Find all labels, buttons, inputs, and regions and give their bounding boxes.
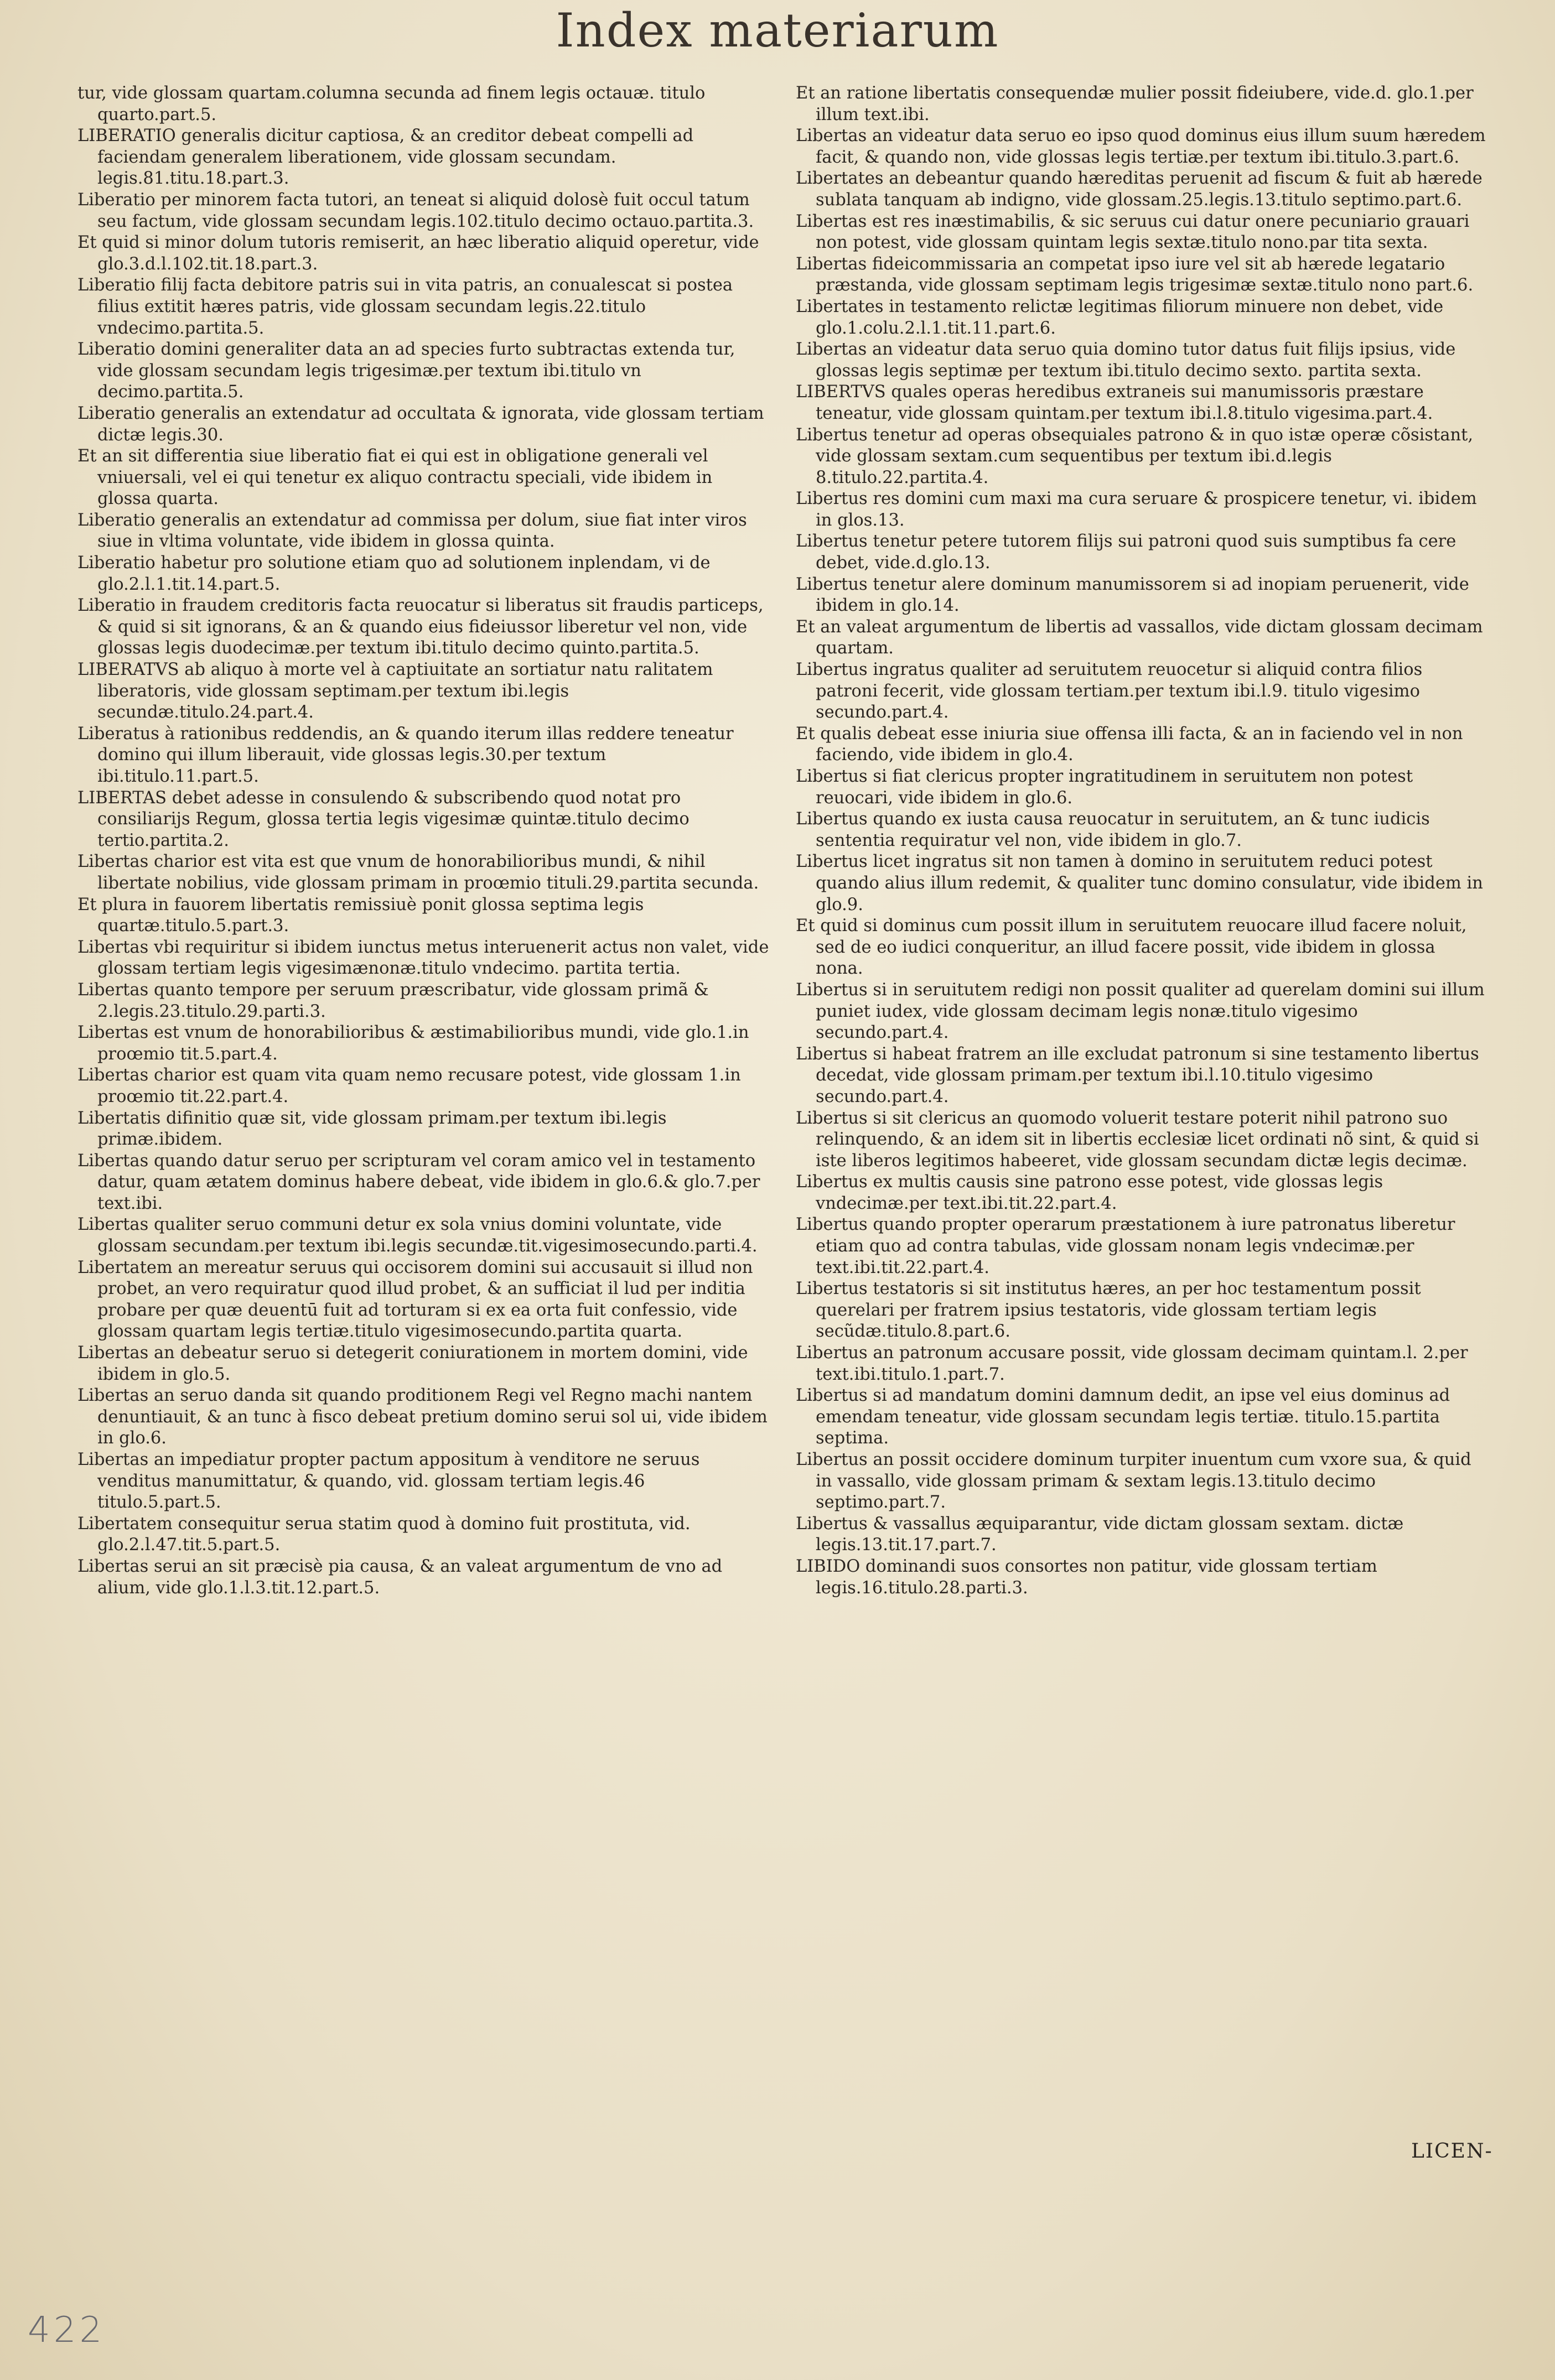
index-entry: Libertas an debeatur seruo si detegerit coniurationem in mortem domini, vide ibidem in glo.5.	[77, 1343, 748, 1384]
index-entry: Liberatio domini generaliter data an ad species furto subtractas extenda tur, vide glossam secundam legis trigesimæ.per textum ibi.titulo vn decimo.partita.5.	[77, 340, 735, 402]
index-entry: Libertas vbi requiritur si ibidem iunctus metus interuenerit actus non valet, vide glossam tertiam legis vigesimænonæ.titulo vndecimo. partita tertia.	[77, 937, 769, 979]
index-entry: Libertus quando propter operarum præstationem à iure patronatus liberetur etiam quo ad contra tabulas, vide glossam nonam legis vndecimæ.per text.ibi.tit.22.part.4.	[796, 1215, 1455, 1277]
index-entry: Liberatio in fraudem creditoris facta reuocatur si liberatus sit fraudis particeps, & quid si sit ignorans, & an & quando eius fideiussor liberetur vel non, vide glossas legis duodecimæ.per textum ibi.titulo decimo quinto.partita.5.	[77, 596, 764, 658]
index-entry: LIBERATVS ab aliquo à morte vel à captiuitate an sortiatur natu ralitatem liberatoris, vide glossam septimam.per textum ibi.legis secundæ.titulo.24.part.4.	[77, 660, 713, 723]
index-entry: Libertas est res inæstimabilis, & sic seruus cui datur onere pecuniario grauari non potest, vide glossam quintam legis sextæ.titulo nono.par tita sexta.	[796, 211, 1470, 253]
index-entry: Libertus si fiat clericus propter ingratitudinem in seruitutem non potest reuocari, vide ibidem in glo.6.	[796, 767, 1413, 808]
index-entry: Libertas serui an sit præcisè pia causa, & an valeat argumentum de vno ad alium, vide glo.1.l.3.tit.12.part.5.	[77, 1556, 723, 1598]
index-entry: Libertus tenetur alere dominum manumissorem si ad inopiam peruenerit, vide ibidem in glo.14.	[796, 574, 1469, 616]
index-entry: Libertatis difinitio quæ sit, vide glossam primam.per textum ibi.legis primæ.ibidem.	[77, 1108, 667, 1150]
index-entry: Libertus res domini cum maxi ma cura seruare & prospicere tenetur, vi. ibidem in glos.13.	[796, 489, 1477, 530]
index-entry: Libertas fideicommissaria an competat ipso iure vel sit ab hærede legatario præstanda, vide glossam septimam legis trigesimæ sextæ.titulo nono part.6.	[796, 254, 1474, 295]
index-entry: Liberatio habetur pro solutione etiam quo ad solutionem inplendam, vi de glo.2.l.1.tit.14.part.5.	[77, 553, 711, 594]
index-entry: LIBERTVS quales operas heredibus extraneis sui manumissoris præstare teneatur, vide glossam quintam.per textum ibi.l.8.titulo vigesima.part.4.	[796, 382, 1433, 423]
index-entry: Liberatio generalis an extendatur ad commissa per dolum, siue fiat inter viros siue in vltima voluntate, vide ibidem in glossa quinta.	[77, 510, 747, 552]
index-entry: Libertatem an mereatur seruus qui occisorem domini sui accusauit si illud non probet, an vero requiratur quod illud probet, & an sufficiat il lud per inditia probare per quæ deuentū fuit ad torturam si ex ea orta fuit confessio, vide glossam quartam legis tertiæ.titulo vigesimosecundo.partita quarta.	[77, 1257, 753, 1342]
right-column	[796, 83, 1487, 1599]
index-entry: Et quid si minor dolum tutoris remiserit, an hæc liberatio aliquid operetur, vide glo.3.d.l.102.tit.18.part.3.	[77, 233, 759, 274]
index-entry: Libertas an videatur data seruo eo ipso quod dominus eius illum suum hæredem facit, & quando non, vide glossas legis tertiæ.per textum ibi.titulo.3.part.6.	[796, 126, 1486, 167]
index-entry: Libertates an debeantur quando hæreditas peruenit ad fiscum & fuit ab hærede sublata tanquam ab indigno, vide glossam.25.legis.13.titulo septimo.part.6.	[796, 169, 1483, 210]
index-entry: Et quid si dominus cum possit illum in seruitutem reuocare illud facere noluit, sed de eo iudici conqueritur, an illud facere possit, vide ibidem in glossa nona.	[796, 916, 1467, 979]
index-entry: Libertas charior est quam vita quam nemo recusare potest, vide glossam 1.in proœmio tit.22.part.4.	[77, 1066, 741, 1106]
index-entry: Libertus tenetur ad operas obsequiales patrono & in quo istæ operæ cõsistant, vide glossam sextam.cum sequentibus per textum ibi.d.legis 8.titulo.22.partita.4.	[796, 425, 1474, 487]
index-entry: Libertas est vnum de honorabilioribus & æstimabilioribus mundi, vide glo.1.in proœmio tit.5.part.4.	[77, 1023, 749, 1064]
index-entry: Liberatio generalis an extendatur ad occultata & ignorata, vide glossam tertiam dictæ legis.30.	[77, 403, 764, 445]
running-header: Index materiarum	[556, 3, 999, 58]
index-entry: Et an ratione libertatis consequendæ mulier possit fideiubere, vide.d. glo.1.per illum text.ibi.	[796, 84, 1474, 124]
index-entry: Libertus si habeat fratrem an ille excludat patronum si sine testamento libertus decedat, vide glossam primam.per textum ibi.l.10.titulo vigesimo secundo.part.4.	[796, 1044, 1479, 1106]
index-entry: Libertas qualiter seruo communi detur ex sola vnius domini voluntate, vide glossam secundam.per textum ibi.legis secundæ.tit.vigesimosecundo.parti.4.	[77, 1215, 758, 1256]
index-entry: Libertas quanto tempore per seruum præscribatur, vide glossam primã & 2.legis.23.titulo.29.parti.3.	[77, 980, 709, 1021]
index-entry: Libertas quando datur seruo per scripturam vel coram amico vel in testamento datur, quam ætatem dominus habere debeat, vide ibidem in glo.6.& glo.7.per text.ibi.	[77, 1151, 760, 1213]
index-entry: Libertus tenetur petere tutorem filijs sui patroni quod suis sumptibus fa cere debet, vide.d.glo.13.	[796, 532, 1456, 573]
index-entry: Libertus si ad mandatum domini damnum dedit, an ipse vel eius dominus ad emendam teneatur, vide glossam secundam legis tertiæ. titulo.15.partita septima.	[796, 1386, 1450, 1448]
index-entry: Libertus licet ingratus sit non tamen à domino in seruitutem reduci potest quando alius illum redemit, & qualiter tunc domino consulatur, vide ibidem in glo.9.	[796, 852, 1483, 914]
index-entry: Libertus testatoris si sit institutus hæres, an per hoc testamentum possit querelari per fratrem ipsius testatoris, vide glossam tertiam legis secũdæ.titulo.8.part.6.	[796, 1279, 1421, 1342]
index-entry: Et an valeat argumentum de libertis ad vassallos, vide dictam glossam decimam quartam.	[796, 617, 1483, 658]
index-entry: LIBERTAS debet adesse in consulendo & subscribendo quod notat pro consiliarijs Regum, glossa tertia legis vigesimæ quintæ.titulo decimo tertio.partita.2.	[77, 788, 690, 850]
index-entry: Libertus quando ex iusta causa reuocatur in seruitutem, an & tunc iudicis sententia requiratur vel non, vide ibidem in glo.7.	[796, 809, 1430, 850]
index-entry: Libertus & vassallus æquiparantur, vide dictam glossam sextam. dictæ legis.13.tit.17.part.7.	[796, 1514, 1404, 1555]
index-entry: Libertas an impediatur propter pactum appositum à venditore ne seruus venditus manumittatur, & quando, vid. glossam tertiam legis.46 titulo.5.part.5.	[77, 1450, 700, 1513]
index-entry: Libertus si in seruitutem redigi non possit qualiter ad querelam domini sui illum puniet iudex, vide glossam decimam legis nonæ.titulo vigesimo secundo.part.4.	[796, 980, 1485, 1043]
index-entry: Libertus ex multis causis sine patrono esse potest, vide glossas legis vndecimæ.per text.ibi.tit.22.part.4.	[796, 1172, 1383, 1213]
index-entry: LIBIDO dominandi suos consortes non patitur, vide glossam tertiam legis.16.titulo.28.parti.3.	[796, 1556, 1377, 1598]
index-entry: Libertas an videatur data seruo quia domino tutor datus fuit filijs ipsius, vide glossas legis septimæ per textum ibi.titulo decimo sexto. partita sexta.	[796, 340, 1456, 381]
index-entry: Libertas charior est vita est que vnum de honorabilioribus mundi, & nihil libertate nobilius, vide glossam primam in proœmio tituli.29.partita secunda.	[77, 852, 759, 893]
index-entry: Liberatio per minorem facta tutori, an teneat si aliquid dolosè fuit occul tatum seu factum, vide glossam secundam legis.102.titulo decimo octauo.partita.3.	[77, 190, 754, 231]
index-entry: Libertus si sit clericus an quomodo voluerit testare poterit nihil patrono suo relinquendo, & an idem sit in libertis ecclesiæ licet ordinati nõ sint, & quid si iste liberos legitimos habeeret, vide glossam secundam dictæ legis decimæ.	[796, 1108, 1479, 1171]
index-entry: Et an sit differentia siue liberatio fiat ei qui est in obligatione generali vel vniuersali, vel ei qui tenetur ex aliquo contractu speciali, vide ibidem in glossa quarta.	[77, 446, 713, 509]
index-entry: Et plura in fauorem libertatis remissiuè ponit glossa septima legis quartæ.titulo.5.part.3.	[77, 895, 644, 936]
index-entry: tur, vide glossam quartam.columna secunda ad finem legis octauæ. titulo quarto.part.5.	[77, 84, 706, 124]
index-entry: Liberatus à rationibus reddendis, an & quando iterum illas reddere teneatur domino qui illum liberauit, vide glossas legis.30.per textum ibi.titulo.11.part.5.	[77, 724, 734, 786]
catchword: LICEN-	[1411, 2140, 1493, 2163]
index-entry: Libertas an seruo danda sit quando proditionem Regi vel Regno machi nantem denuntiauit, & an tunc à fisco debeat pretium domino serui sol ui, vide ibidem in glo.6.	[77, 1386, 768, 1448]
index-entry: Libertates in testamento relictæ legitimas filiorum minuere non debet, vide glo.1.colu.2.l.1.tit.11.part.6.	[796, 297, 1444, 338]
index-entry: Libertus an possit occidere dominum turpiter inuentum cum vxore sua, & quid in vassallo, vide glossam primam & sextam legis.13.titulo decimo septimo.part.7.	[796, 1450, 1471, 1513]
index-entry: Libertatem consequitur serua statim quod à domino fuit prostituta, vid. glo.2.l.47.tit.5.part.5.	[77, 1514, 691, 1555]
index-entry: Libertus an patronum accusare possit, vide glossam decimam quintam.l. 2.per text.ibi.titulo.1.part.7.	[796, 1343, 1468, 1384]
folio-number: 422	[28, 2310, 106, 2351]
index-entry: Liberatio filij facta debitore patris sui in vita patris, an conualescat si postea filius extitit hæres patris, vide glossam secundam legis.22.titulo vndecimo.partita.5.	[77, 276, 733, 338]
index-entry: Libertus ingratus qualiter ad seruitutem reuocetur si aliquid contra filios patroni fecerit, vide glossam tertiam.per textum ibi.l.9. titulo vigesimo secundo.part.4.	[796, 660, 1423, 723]
index-entry: LIBERATIO generalis dicitur captiosa, & an creditor debeat compelli ad faciendam generalem liberationem, vide glossam secundam. legis.81.titu.18.part.3.	[77, 126, 694, 189]
left-column	[77, 83, 769, 1599]
index-entry: Et qualis debeat esse iniuria siue offensa illi facta, & an in faciendo vel in non faciendo, vide ibidem in glo.4.	[796, 724, 1463, 765]
